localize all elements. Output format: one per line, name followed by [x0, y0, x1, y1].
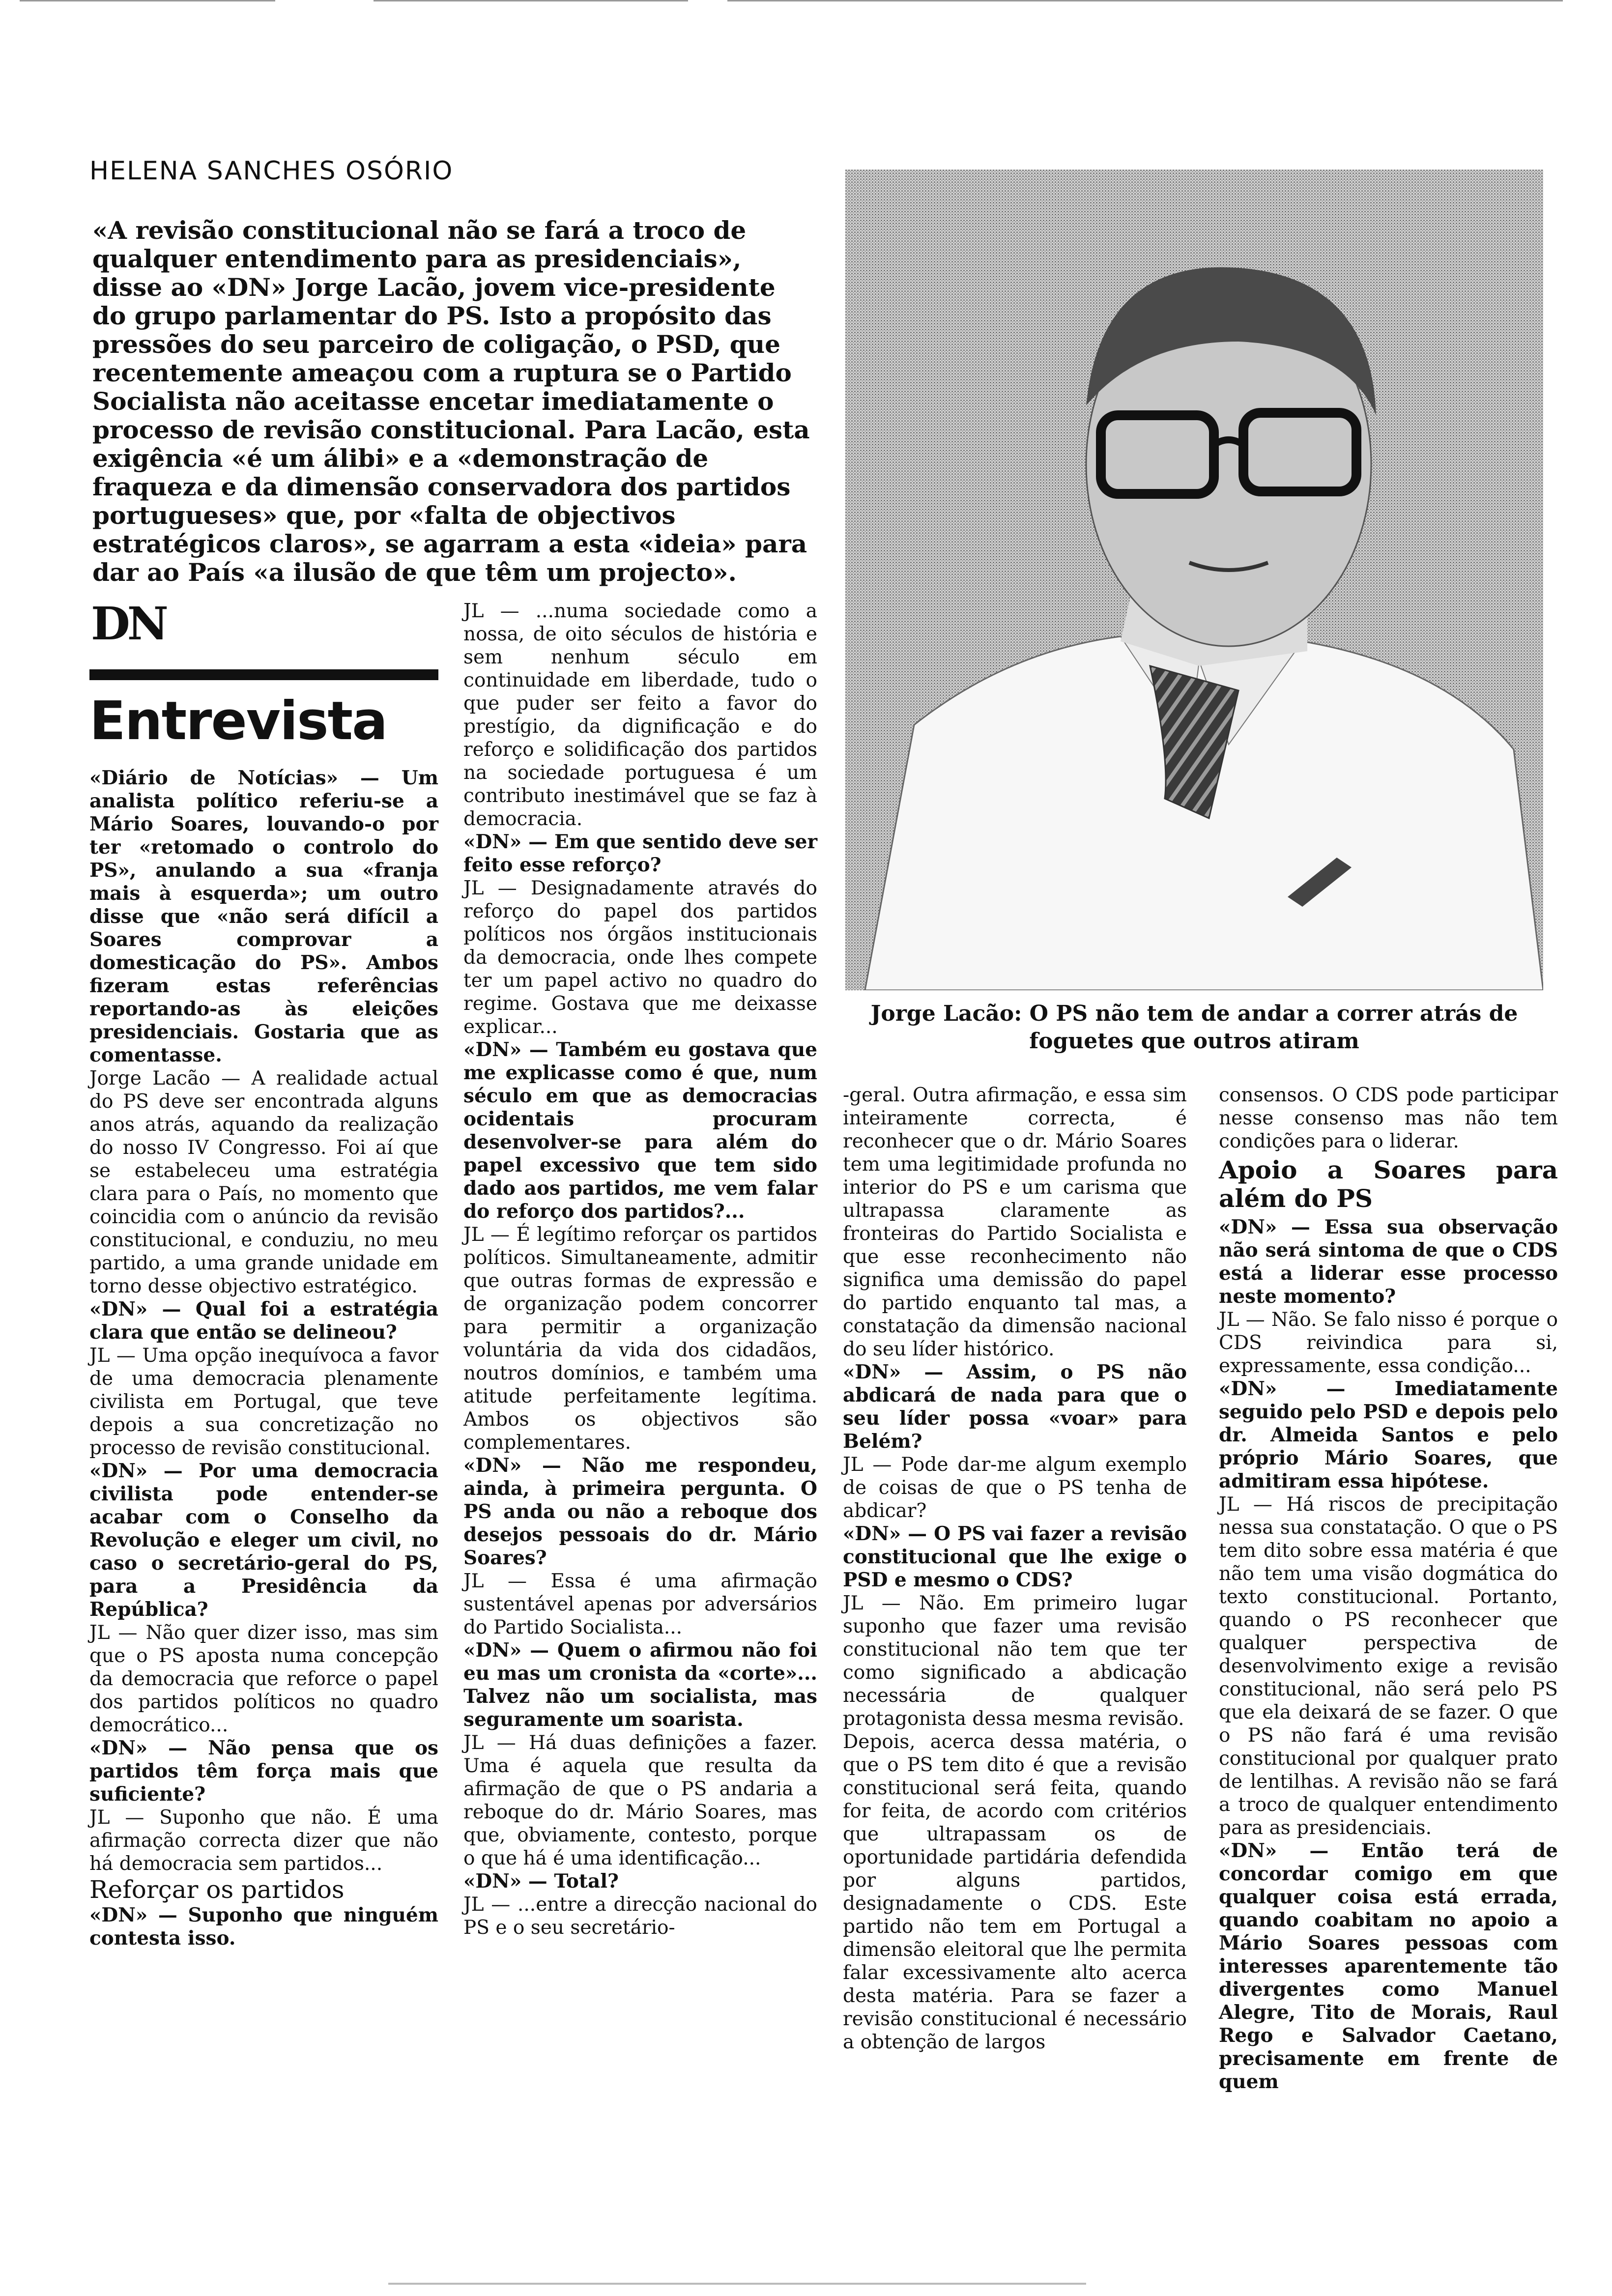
question: «DN» — Também eu gostava que me explicasse como é que, num século em que as democracias ocidentais procuram desenvolver-se para além do papel excessivo que tem sido dado aos partidos, me vem falar do reforço dos partidos?...	[463, 1038, 817, 1223]
question: «DN» — Imediatamente seguido pelo PSD e depois pelo dr. Almeida Santos e pelo próprio Mário Soares, que admitiram essa hipótese.	[1219, 1378, 1558, 1492]
subheading: Apoio a Soares para além do PS	[1219, 1155, 1558, 1213]
top-rule-left	[20, 0, 275, 1]
question: «DN» — Quem o afirmou não foi eu mas um cronista da «corte»... Talvez não um socialista, mas seguramente um soarista.	[463, 1639, 817, 1731]
question: «DN» — Então terá de concordar comigo em que qualquer coisa está errada, quando coabitam no apoio a Mário Soares pessoas com interesses aparentemente tão divergentes como Manuel Alegre, Tito de Morais, Raul Rego e Salvador Caetano, precisamente em frente de quem	[1219, 1839, 1558, 2093]
answer: Jorge Lacão — A realidade actual do PS deve ser encontrada alguns anos atrás, aquando da realização do nosso IV Congresso. Foi aí que se estabeleceu uma estratégia clara para o País, no momento que coincidia com o anúncio da revisão constitucional, e conduziu, no meu partido, a uma grande unidade em torno desse objectivo estratégico.	[89, 1067, 438, 1297]
top-rule-mid	[374, 0, 688, 1]
question: «Diário de Notícias» — Um analista político referiu-se a Mário Soares, louvando-o por ter «retomado o controlo do PS», anulando a sua «franja mais à esquerda»; um outro disse que «não será difícil a Soares comprovar a domesticação do PS». Ambos fizeram estas referências reportando-as às eleições presidenciais. Gostaria que as comentasse.	[89, 767, 438, 1066]
question: «DN» — Total?	[463, 1870, 619, 1893]
question: «DN» — Por uma democracia civilista pode entender-se acabar com o Conselho da Revolução e eleger um civil, no caso o secretário-geral do PS, para a Presidência da República?	[89, 1460, 438, 1621]
column-4	[1219, 1084, 1558, 2094]
column-1	[89, 767, 438, 1950]
bottom-rule	[388, 2283, 1086, 2285]
answer: JL — Há duas definições a fazer. Uma é aquela que resulta da afirmação de que o PS andaria a reboque do dr. Mário Soares, mas que, obviamente, contesto, porque o que há é uma identificação...	[463, 1732, 817, 1869]
answer: -geral. Outra afirmação, e essa sim inteiramente correcta, é reconhecer que o dr. Mário Soares tem uma legitimidade profunda no interior do PS e um carisma que ultrapassa claramente as fronteiras do Partido Socialista e que esse reconhecimento não significa uma demissão do papel do partido enquanto tal mas, a constatação da dimensão nacional do seu líder histórico.	[843, 1084, 1187, 1360]
section-title: Entrevista	[89, 690, 387, 752]
question: «DN» — Qual foi a estratégia clara que então se delineou?	[89, 1298, 438, 1344]
answer: JL — Não. Se falo nisso é porque o CDS reivindica para si, expressamente, essa condição...	[1219, 1309, 1558, 1377]
byline: HELENA SANCHES OSÓRIO	[89, 156, 454, 186]
column-2	[463, 600, 817, 1939]
portrait-illustration	[845, 170, 1543, 990]
answer: JL — Não. Em primeiro lugar suponho que fazer uma revisão constitucional não tem que ter como significado a abdicação necessária de qualquer protagonista dessa mesma revisão.	[843, 1592, 1187, 1730]
answer: JL — É legítimo reforçar os partidos políticos. Simultaneamente, admitir que outras formas de expressão e de organização podem concorrer para permitir a organização voluntária da vida dos cidadãos, noutros domínios, e também uma atitude perfeitamente legítima. Ambos os objectivos são complementares.	[463, 1224, 817, 1454]
question: «DN» — Suponho que ninguém contesta isso.	[89, 1904, 438, 1950]
question: «DN» — Assim, o PS não abdicará de nada para que o seu líder possa «voar» para Belém?	[843, 1361, 1187, 1453]
photo-caption: Jorge Lacão: O PS não tem de andar a correr atrás de foguetes que outros atiram	[870, 1001, 1518, 1054]
answer: JL — Suponho que não. É uma afirmação correcta dizer que não há democracia sem partidos...	[89, 1807, 438, 1875]
question: «DN» — Em que sentido deve ser feito esse reforço?	[463, 831, 817, 876]
question: «DN» — Não pensa que os partidos têm força mais que suficiente?	[89, 1737, 438, 1806]
answer: JL — Pode dar-me algum exemplo de coisas de que o PS tenha de abdicar?	[843, 1454, 1187, 1522]
dn-logo: DN	[91, 597, 166, 650]
answer: JL — Designadamente através do reforço do papel dos partidos políticos nos órgãos institucionais da democracia, onde lhes compete ter um papel activo no quadro do regime. Gostava que me deixasse explicar...	[463, 877, 817, 1038]
answer: JL — Não quer dizer isso, mas sim que o PS aposta numa concepção da democracia que reforce o papel dos partidos políticos no quadro democrático...	[89, 1622, 438, 1736]
answer: consensos. O CDS pode participar nesse consenso mas não tem condições para o liderar.	[1219, 1084, 1558, 1152]
column-3	[843, 1084, 1187, 2054]
lead-paragraph: «A revisão constitucional não se fará a troco de qualquer entendimento para as presidenciais», disse ao «DN» Jorge Lacão, jovem vice-presidente do grupo parlamentar do PS. Isto a propósito das pressões do seu parceiro de coligação, o PSD, que recentemente ameaçou com a ruptura se o Partido Socialista não aceitasse encetar imediatamente o processo de revisão constitucional. Para Lacão, esta exigência «é um álibi» e a «demonstração de fraqueza e da dimensão conservadora dos partidos portugueses» que, por «falta de objectivos estratégicos claros», se agarram a esta «ideia» para dar ao País «a ilusão de que têm um projecto».	[92, 216, 810, 587]
answer: JL — Essa é uma afirmação sustentável apenas por adversários do Partido Socialista...	[463, 1570, 817, 1638]
interviewee-photo	[845, 170, 1543, 990]
answer: JL — Há riscos de precipitação nessa sua constatação. O que o PS tem dito sobre essa matéria é que não tem uma visão dogmática do texto constitucional. Portanto, quando o PS reconhecer que qualquer perspectiva de desenvolvimento exige a revisão constitucional, não será pelo PS que ela deixará de se fazer. O que o PS não fará é uma revisão constitucional por qualquer prato de lentilhas. A revisão não se fará a troco de qualquer entendimento para as presidenciais.	[1219, 1493, 1558, 1839]
answer: JL — ...numa sociedade como a nossa, de oito séculos de história e sem nenhum século em continuidade em liberdade, tudo o que puder ser feito a favor do prestígio, da dignificação e do reforço e solidificação dos partidos na sociedade portuguesa é um contributo inestimável que se faz à democracia.	[463, 600, 817, 830]
question: «DN» — Essa sua observação não será sintoma de que o CDS está a liderar esse processo neste momento?	[1219, 1216, 1558, 1308]
top-rule-right	[727, 0, 1563, 1]
section-rule	[89, 669, 438, 680]
answer: Depois, acerca dessa matéria, o que o PS tem dito é que a revisão constitucional será feita, quando for feita, de acordo com critérios que ultrapassam os de oportunidade partidária defendida por alguns partidos, designadamente o CDS. Este partido não tem em Portugal a dimensão eleitoral que lhe permita falar excessivamente alto acerca desta matéria. Para se fazer a revisão constitucional é necessário a obtenção de largos	[843, 1731, 1187, 2053]
answer: JL — Uma opção inequívoca a favor de uma democracia plenamente civilista em Portugal, que teve depois a sua concretização no processo de revisão constitucional.	[89, 1345, 438, 1459]
subheading: Reforçar os partidos	[89, 1875, 345, 1904]
answer: JL — ...entre a direcção nacional do PS e o seu secretário-	[463, 1894, 817, 1939]
question: «DN» — Não me respondeu, ainda, à primeira pergunta. O PS anda ou não a reboque dos desejos pessoais do dr. Mário Soares?	[463, 1454, 817, 1569]
question: «DN» — O PS vai fazer a revisão constitucional que lhe exige o PSD e mesmo o CDS?	[843, 1522, 1187, 1591]
